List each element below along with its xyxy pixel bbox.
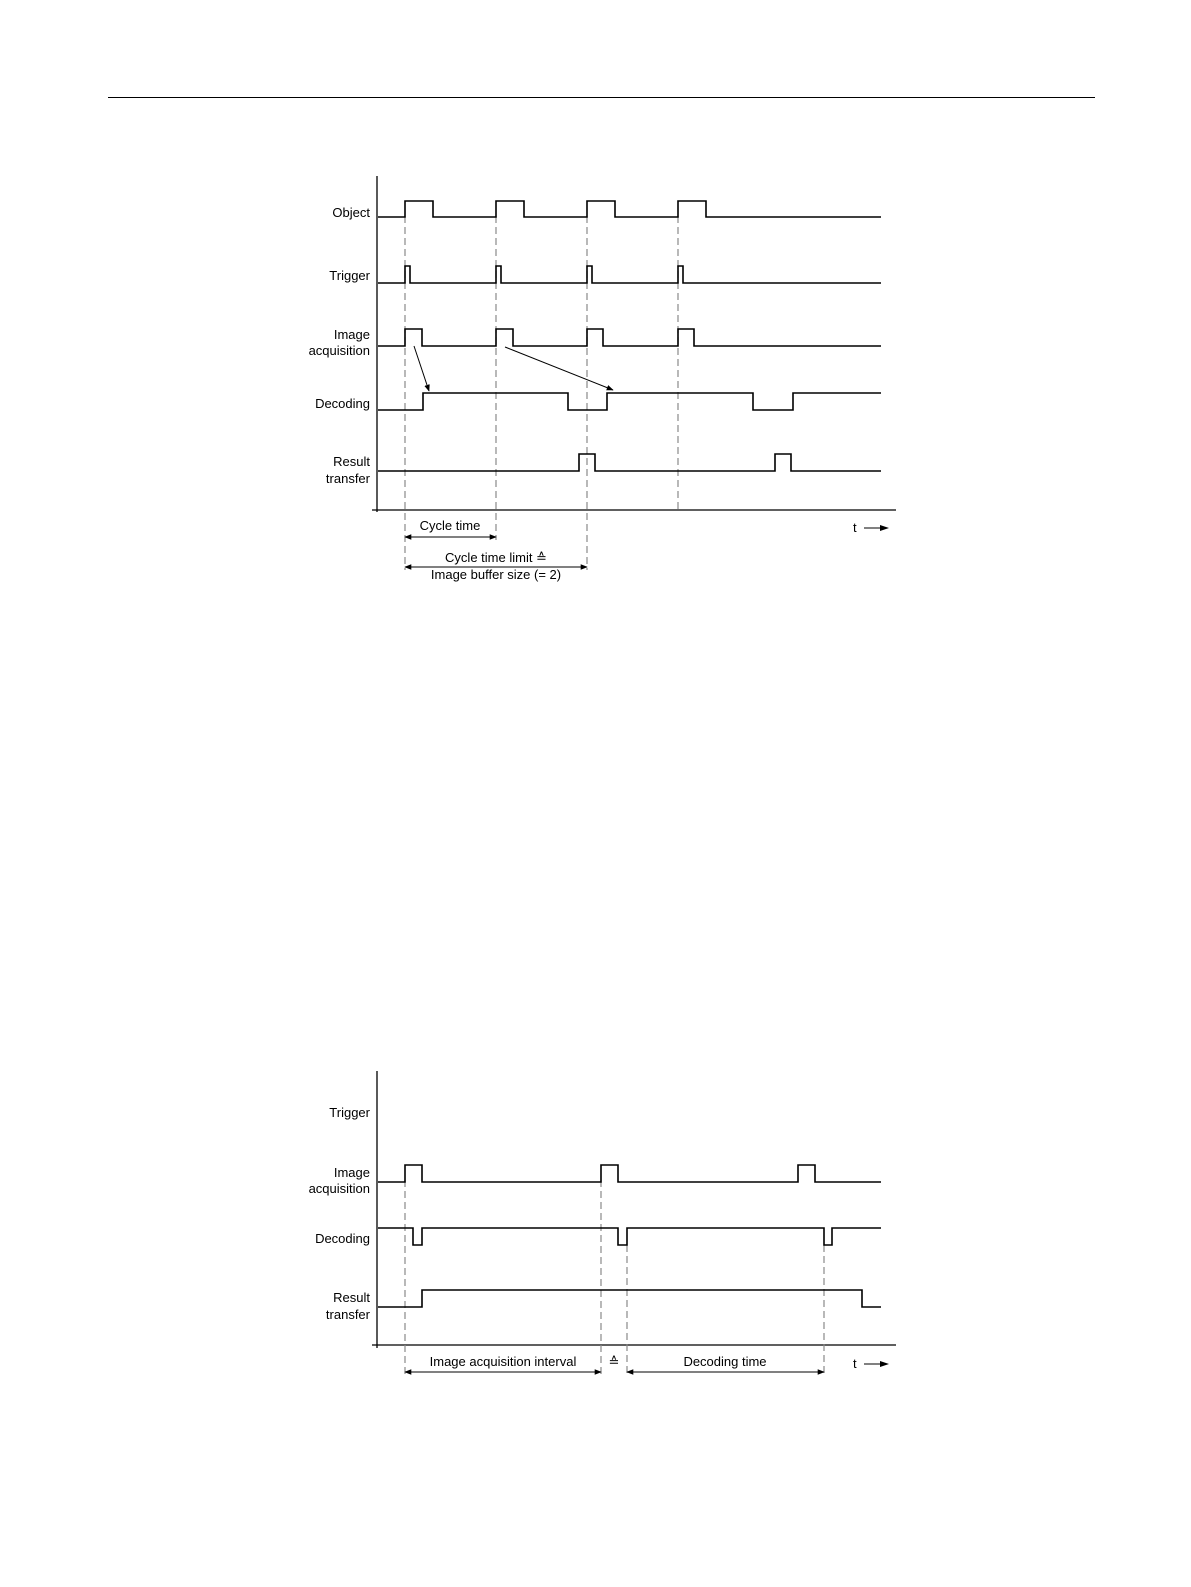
- label-result-2-line1: Result: [333, 1290, 370, 1305]
- label-result-2-line2: transfer: [325, 1307, 370, 1322]
- label-image-2-line2: acquisition: [308, 1181, 370, 1196]
- image-interval-label: Image acquisition interval: [429, 1354, 577, 1369]
- time-axis-label: t: [853, 520, 857, 535]
- image-acquisition-waveform-2: [378, 1165, 881, 1182]
- time-axis-arrowhead: [880, 525, 889, 531]
- label-image-line2: acquisition: [308, 343, 370, 358]
- equivalence-symbol: ≙: [608, 1354, 620, 1369]
- timing-diagram-2: [0, 1050, 1191, 1450]
- object-waveform: [378, 201, 881, 217]
- label-result-line2: transfer: [325, 471, 370, 486]
- label-trigger: Trigger: [329, 268, 370, 283]
- decoding-waveform-2: [378, 1228, 881, 1245]
- time-axis-arrowhead-2: [880, 1361, 889, 1367]
- cycle-limit-label-2: Image buffer size (= 2): [430, 567, 562, 582]
- label-image-2-line1: Image: [333, 1165, 370, 1180]
- label-trigger-2: Trigger: [329, 1105, 370, 1120]
- acquisition-to-decoding-arrow-1: [414, 346, 429, 391]
- label-image-line1: Image: [333, 327, 370, 342]
- label-decoding-2: Decoding: [315, 1231, 370, 1246]
- cycle-limit-label-1: Cycle time limit ≙: [445, 550, 547, 565]
- acquisition-to-decoding-arrow-2: [505, 347, 613, 390]
- label-object: Object: [332, 205, 370, 220]
- timing-diagram-1: [0, 0, 1191, 620]
- trigger-waveform: [378, 266, 881, 283]
- label-decoding: Decoding: [315, 396, 370, 411]
- label-result-line1: Result: [333, 454, 370, 469]
- cycle-time-label: Cycle time: [419, 518, 481, 533]
- time-axis-label-2: t: [853, 1356, 857, 1371]
- decoding-waveform: [378, 393, 881, 410]
- decoding-time-label: Decoding time: [683, 1354, 767, 1369]
- result-transfer-waveform: [378, 454, 881, 471]
- result-transfer-waveform-2: [378, 1290, 881, 1307]
- image-acquisition-waveform: [378, 329, 881, 346]
